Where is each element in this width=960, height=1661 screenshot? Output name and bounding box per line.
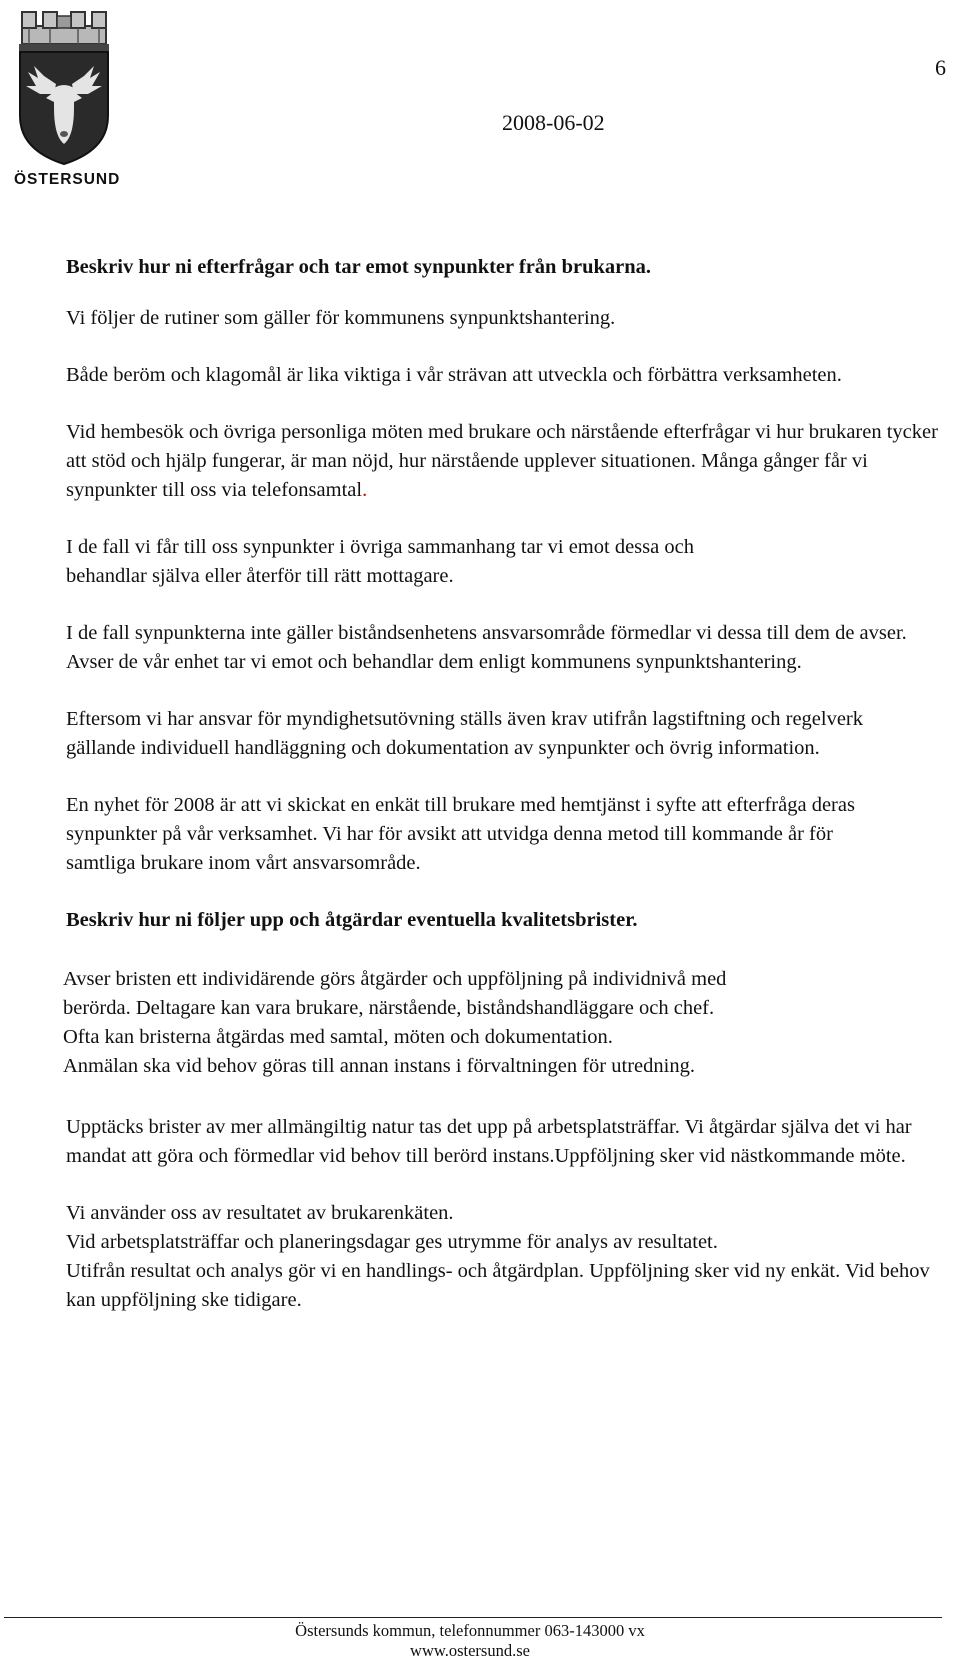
paragraph-line: Anmälan ska vid behov göras till annan instans i förvaltningen för utredning. xyxy=(63,1055,695,1077)
document-body xyxy=(63,253,946,1315)
paragraph: I de fall vi får till oss synpunkter i övriga sammanhang tar vi emot dessa och behandlar själva eller återför till rätt mottagare. xyxy=(66,536,694,587)
paragraph-line: Vid arbetsplatsträffar och planeringsdagar ges utrymme för analys av resultatet. xyxy=(66,1231,718,1253)
paragraph: Eftersom vi har ansvar för myndighetsutövning ställs även krav utifrån lagstiftning och regelverk gällande individuell handläggning och dokumentation av synpunkter och övrig information. xyxy=(66,708,864,759)
paragraph: I de fall synpunkterna inte gäller biståndsenhetens ansvarsområde förmedlar vi dessa till dem de avser. Avser de vår enhet tar vi emot och behandlar dem enligt kommunens synpunktshantering. xyxy=(66,622,907,673)
paragraph: Upptäcks brister av mer allmängiltig natur tas det upp på arbetsplatsträffar. Vi åtgärdar själva det vi har mandat att göra och förmedlar vid behov till berörd instans.Uppföljning sker vid nästkommande möte. xyxy=(66,1116,912,1167)
footer-website-link[interactable]: www.ostersund.se xyxy=(410,1641,530,1660)
paragraph-line: Utifrån resultat och analys gör vi en handlings- och åtgärdplan. Uppföljning sker vid ny enkät. Vid behov kan uppföljning ske tidigare. xyxy=(66,1260,930,1311)
page-number: 6 xyxy=(935,55,946,80)
paragraph-text: Vid hembesök och övriga personliga möten med brukare och närstående efterfrågar vi hur brukaren tycker att stöd och hjälp fungerar, är man nöjd, hur närstående upplever situationen. Många gånger får vi synpunkter till oss via telefonsamtal xyxy=(66,421,938,501)
paragraph-group xyxy=(63,965,946,1081)
paragraph-line: berörda. Deltagare kan vara brukare, närstående, biståndshandläggare och chef. xyxy=(63,997,715,1019)
paragraph-line: Avser bristen ett individärende görs åtgärder och uppföljning på individnivå med xyxy=(63,968,727,990)
section-heading-feedback: Beskriv hur ni efterfrågar och tar emot synpunkter från brukarna. xyxy=(66,256,652,278)
paragraph-line: Ofta kan bristerna åtgärdas med samtal, möten och dokumentation. xyxy=(63,1026,613,1048)
crown-icon xyxy=(19,12,109,51)
paragraph-end-mark: . xyxy=(362,479,368,501)
paragraph: Både beröm och klagomål är lika viktiga i vår strävan att utveckla och förbättra verksamheten. xyxy=(66,364,842,386)
coat-of-arms-icon xyxy=(14,4,114,169)
footer-divider xyxy=(4,1617,942,1618)
paragraph: Vi följer de rutiner som gäller för kommunens synpunktshantering. xyxy=(66,307,616,329)
paragraph-line: Vi använder oss av resultatet av brukarenkäten. xyxy=(66,1202,454,1224)
paragraph xyxy=(66,418,946,505)
logo-wordmark: ÖSTERSUND xyxy=(14,171,121,188)
ostersund-logo xyxy=(14,4,121,190)
page-footer xyxy=(0,1621,940,1661)
paragraph: En nyhet för 2008 är att vi skickat en enkät till brukare med hemtjänst i syfte att efterfråga deras synpunkter på vår verksamhet. Vi har för avsikt att utvidga denna metod till kommande år för samtliga brukare inom vårt ansvarsområde. xyxy=(66,794,855,874)
section-heading-quality: Beskriv hur ni följer upp och åtgärdar eventuella kvalitetsbrister. xyxy=(66,909,638,931)
footer-contact: Östersunds kommun, telefonnummer 063-143000 vx xyxy=(295,1621,645,1640)
document-date: 2008-06-02 xyxy=(502,110,605,135)
